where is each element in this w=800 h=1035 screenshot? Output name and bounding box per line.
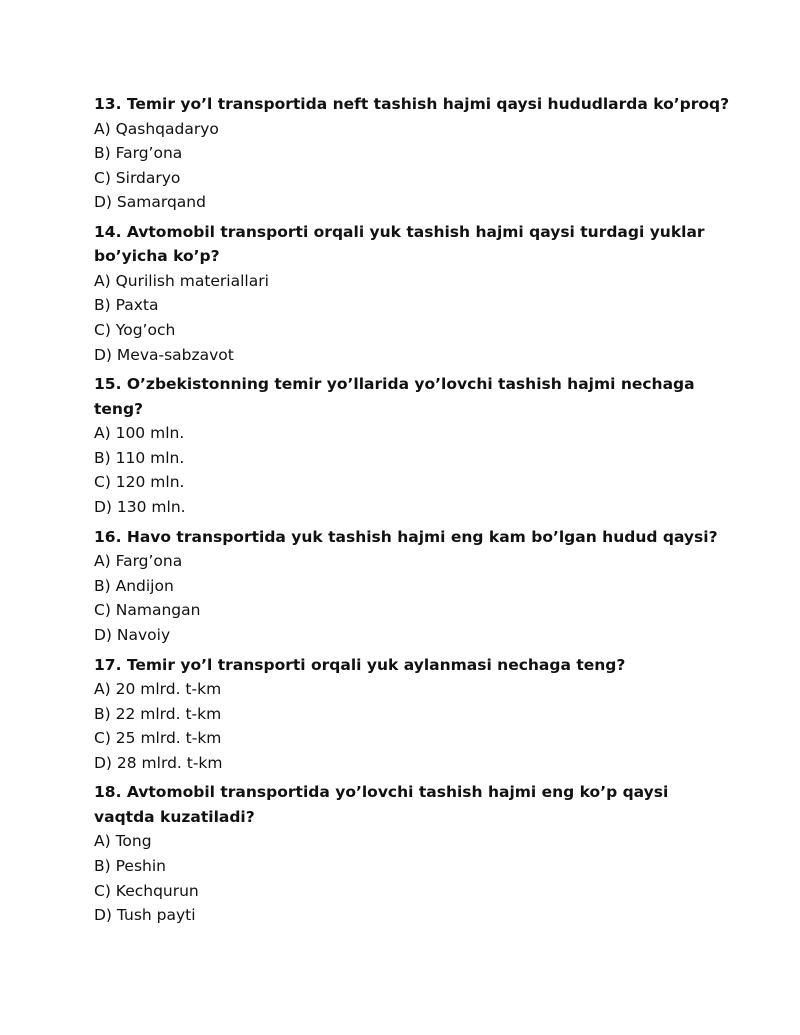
option-a: A) Farg’ona: [94, 552, 183, 571]
option-a: A) 100 mln.: [94, 424, 185, 443]
question-title: 13. Temir yo’l transportida neft tashish hajmi qaysi hududlarda ko’proq?: [94, 95, 730, 113]
question-14: [94, 220, 734, 367]
option-b: B) Paxta: [94, 296, 159, 315]
question-16: [94, 525, 734, 648]
option-a: A) Qashqadaryo: [94, 119, 219, 138]
option-a: A) Qurilish materiallari: [94, 271, 269, 290]
option-c: C) 25 mlrd. t-km: [94, 729, 222, 748]
question-title: 15. O’zbekistonning temir yo’llarida yo’lovchi tashish hajmi nechaga teng?: [94, 375, 695, 418]
option-b: B) Andijon: [94, 576, 174, 595]
option-list: [94, 829, 734, 927]
option-list: [94, 677, 734, 775]
option-b: B) 22 mlrd. t-km: [94, 704, 222, 723]
question-18: [94, 780, 734, 927]
option-list: [94, 117, 734, 215]
option-c: C) Sirdaryo: [94, 168, 181, 187]
question-title: 17. Temir yo’l transporti orqali yuk aylanmasi nechaga teng?: [94, 655, 626, 674]
question-15: [94, 372, 734, 519]
option-d: D) Tush payti: [94, 906, 196, 925]
option-d: D) 28 mlrd. t-km: [94, 753, 223, 772]
option-list: [94, 549, 734, 647]
document-page: [94, 92, 734, 933]
question-title: 14. Avtomobil transporti orqali yuk tashish hajmi qaysi turdagi yuklar bo’yicha ko’p?: [94, 222, 705, 266]
question-title: 16. Havo transportida yuk tashish hajmi eng kam bo’lgan hudud qaysi?: [94, 527, 718, 546]
option-a: A) 20 mlrd. t-km: [94, 680, 222, 698]
option-b: B) Peshin: [94, 856, 166, 875]
option-c: C) Namangan: [94, 601, 201, 620]
option-list: [94, 269, 734, 367]
option-c: C) 120 mln.: [94, 473, 185, 492]
option-c: C) Kechqurun: [94, 881, 199, 900]
option-b: B) 110 mln.: [94, 448, 185, 467]
option-list: [94, 421, 734, 519]
option-d: D) Meva-sabzavot: [94, 345, 234, 364]
option-d: D) 130 mln.: [94, 498, 186, 517]
option-a: A) Tong: [94, 832, 152, 851]
option-d: D) Samarqand: [94, 193, 206, 212]
question-title: 18. Avtomobil transportida yo’lovchi tashish hajmi eng ko’p qaysi vaqtda kuzatiladi?: [94, 783, 669, 826]
option-c: C) Yog’och: [94, 321, 176, 340]
question-13: [94, 92, 734, 215]
option-b: B) Farg’ona: [94, 144, 183, 163]
question-17: [94, 653, 734, 776]
option-d: D) Navoiy: [94, 625, 171, 644]
